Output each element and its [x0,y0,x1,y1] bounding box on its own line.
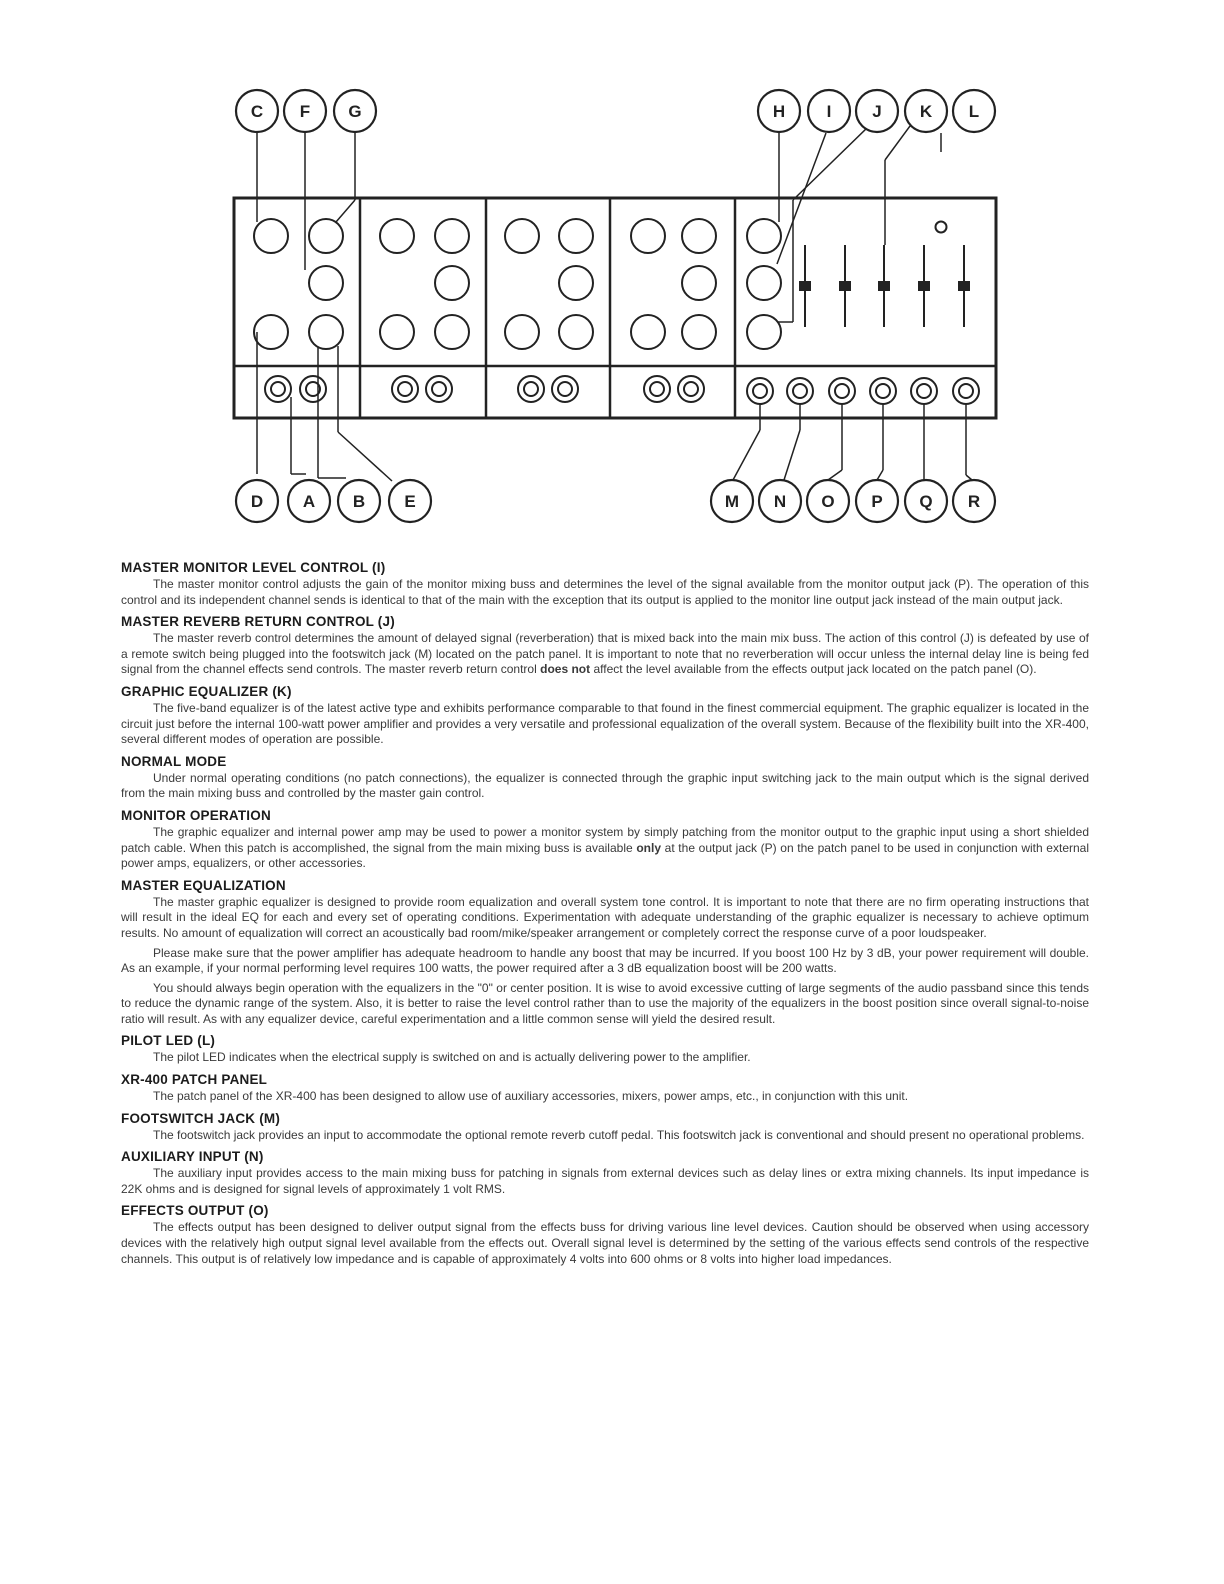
section-heading: MASTER MONITOR LEVEL CONTROL (I) [121,560,386,575]
master-knobs [747,219,781,349]
section-paragraph: The master reverb control determines the amount of delayed signal (reverberation) that is mixed back into the main mix buss. The action of this control (J) is defeated by use of a remote switch being plugged into the footswitch jack (M) located on the patch panel. It is important to note that no reverberation will occur unless the internal delay line is being fed signal from the channel effects send controls. The master reverb return control does not affect the level available from the effects output jack located on the patch panel (O). [121,631,1089,677]
manual-text-body [121,558,1089,1271]
section-heading: EFFECTS OUTPUT (O) [121,1203,269,1219]
section-paragraph: Please make sure that the power amplifier has adequate headroom to handle any boost that may be incurred. If you boost 100 Hz by 3 dB, your power requirement will double. As an example, if your normal performing level requires 100 watts, the power required after a 3 dB equalization boost will be 200 watts. [121,945,1089,976]
knob [631,219,665,253]
knob [380,315,414,349]
knob [380,219,414,253]
callout-label-r: R [967,492,981,511]
section-patch-panel [121,1070,1089,1105]
knob [559,266,593,300]
section-paragraph: The patch panel of the XR-400 has been designed to allow use of auxiliary accessories, mixers, power amps, etc., in conjunction with this unit. [153,1089,909,1104]
section-pilot-led [121,1031,1089,1066]
callout-label-h: H [772,102,786,121]
leader-lines-bottom [257,332,972,481]
section-paragraph: Under normal operating conditions (no patch connections), the equalizer is connected through the graphic input switching jack to the main output which is the signal derived from the main mixing buss and controlled by the master gain control. [121,770,1089,801]
callout-label-c: C [250,102,264,121]
section-paragraph: The effects output has been designed to deliver output signal from the effects buss for driving various line level devices. Caution should be observed when using accessory devices with the relatively high output signal level available from the effects out. Overall signal level is determined by the setting of the various effects send controls of the respective channels. This output is of relatively low impedance and is capable of approximately 4 volts into 600 ohms or 8 volts into higher load impedances. [121,1220,1089,1266]
channel-3-knobs [505,219,593,349]
knob [435,315,469,349]
callout-label-f: F [299,102,311,121]
control-panel-diagram [0,0,1224,545]
knob [747,266,781,300]
knob [309,219,343,253]
section-paragraph: The footswitch jack provides an input to accommodate the optional remote reverb cutoff pedal. This footswitch jack is conventional and should present no operational problems. [153,1127,1085,1142]
section-paragraph: The master monitor control adjusts the gain of the monitor mixing buss and determines the level of the signal available from the monitor output jack (P). The operation of this control and its independent channel sends is identical to that of the main with the exception that its output is applied to the monitor line output jack instead of the main output jack. [121,577,1089,607]
callout-label-m: M [724,492,740,511]
section-monitor-operation [121,806,1089,872]
section-paragraph: The auxiliary input provides access to the main mixing buss for patching in signals from external devices such as delay lines or extra mixing channels. Its input impedance is 22K ohms and is designed for signal levels of approximately 1 volt RMS. [121,1166,1089,1196]
section-master-reverb [121,612,1089,678]
section-paragraph: You should always begin operation with the equalizers in the "0" or center position. It is wise to avoid excessive cutting of large segments of the audio passband since this tends to reduce the dynamic range of the system. Also, it is better to raise the level control rather than to use the majority of the equalizers in the boost position since overall signal-to-noise ratio will result. As with any equalizer device, careful experimentation and a little common sense will yield the desired result. [121,980,1089,1026]
section-graphic-equalizer [121,682,1089,748]
knob [309,266,343,300]
section-effects-output [121,1201,1089,1267]
section-heading: FOOTSWITCH JACK (M) [121,1110,281,1126]
knob [309,315,343,349]
section-master-equalization [121,876,1089,1028]
callout-label-i: I [826,102,832,121]
section-heading: MONITOR OPERATION [121,807,271,823]
section-normal-mode [121,752,1089,802]
knob [505,219,539,253]
pilot-led [936,222,947,233]
section-heading: NORMAL MODE [121,753,227,769]
patch-jacks [265,376,979,404]
knob [631,315,665,349]
section-heading: MASTER EQUALIZATION [121,877,286,893]
knob [505,315,539,349]
callout-label-k: K [919,102,933,121]
knob [435,266,469,300]
knob [747,315,781,349]
callout-label-d: D [250,492,264,511]
section-master-monitor [121,558,1089,608]
section-heading: PILOT LED (L) [121,1033,216,1049]
section-heading: XR-400 PATCH PANEL [121,1072,268,1088]
knob [559,219,593,253]
knob [254,315,288,349]
section-footswitch-jack [121,1109,1089,1144]
callout-label-b: B [352,492,366,511]
callout-label-g: G [348,102,362,121]
callout-label-n: N [773,492,787,511]
section-heading: MASTER REVERB RETURN CONTROL (J) [121,614,395,630]
knob [435,219,469,253]
section-paragraph: The master graphic equalizer is designed to provide room equalization and overall system tone control. It is important to note that there are no firm operating instructions that will result in the ideal EQ for each and every set of operating conditions. Experimentation with adequate understanding of the graphic equalizer is necessary to achieve optimum results. No amount of equalization will correct an acoustically bad room/mike/speaker arrangement or completely correct the response curve of a poor loudspeaker. [121,894,1089,940]
callout-label-l: L [968,102,980,121]
section-auxiliary-input [121,1147,1089,1197]
callout-label-a: A [302,492,316,511]
callout-label-e: E [404,492,416,511]
section-paragraph: The graphic equalizer and internal power amp may be used to power a monitor system by simply patching from the monitor output to the graphic input using a short shielded patch cable. When this patch is accomplished, the signal from the main mixing buss is available only at the output jack (P) on the patch panel to be used in conjunction with external power amps, equalizers, or other accessories. [121,824,1089,871]
channel-1-knobs [254,219,343,349]
callout-label-o: O [821,492,835,511]
callout-label-q: Q [919,492,933,511]
knob [682,315,716,349]
knob [254,219,288,253]
section-paragraph: The five-band equalizer is of the latest active type and exhibits performance comparable to that found in the finest commercial equipment. The graphic equalizer is located in the circuit just before the internal 100-watt power amplifier and provides a very versatile and professional equalization of the overall system. Because of the flexibility built into the XR-400, several different modes of operation are possible. [121,700,1089,747]
eq-slider-caps [799,281,970,291]
knob [682,219,716,253]
section-heading: GRAPHIC EQUALIZER (K) [121,683,292,699]
knob [747,219,781,253]
section-paragraph: The pilot LED indicates when the electrical supply is switched on and is actually delivering power to the amplifier. [153,1050,751,1065]
knob [559,315,593,349]
section-heading: AUXILIARY INPUT (N) [121,1149,264,1165]
channel-4-knobs [631,219,716,349]
callout-label-j: J [872,102,882,121]
callout-label-p: P [871,492,883,511]
knob [682,266,716,300]
channel-2-knobs [380,219,469,349]
